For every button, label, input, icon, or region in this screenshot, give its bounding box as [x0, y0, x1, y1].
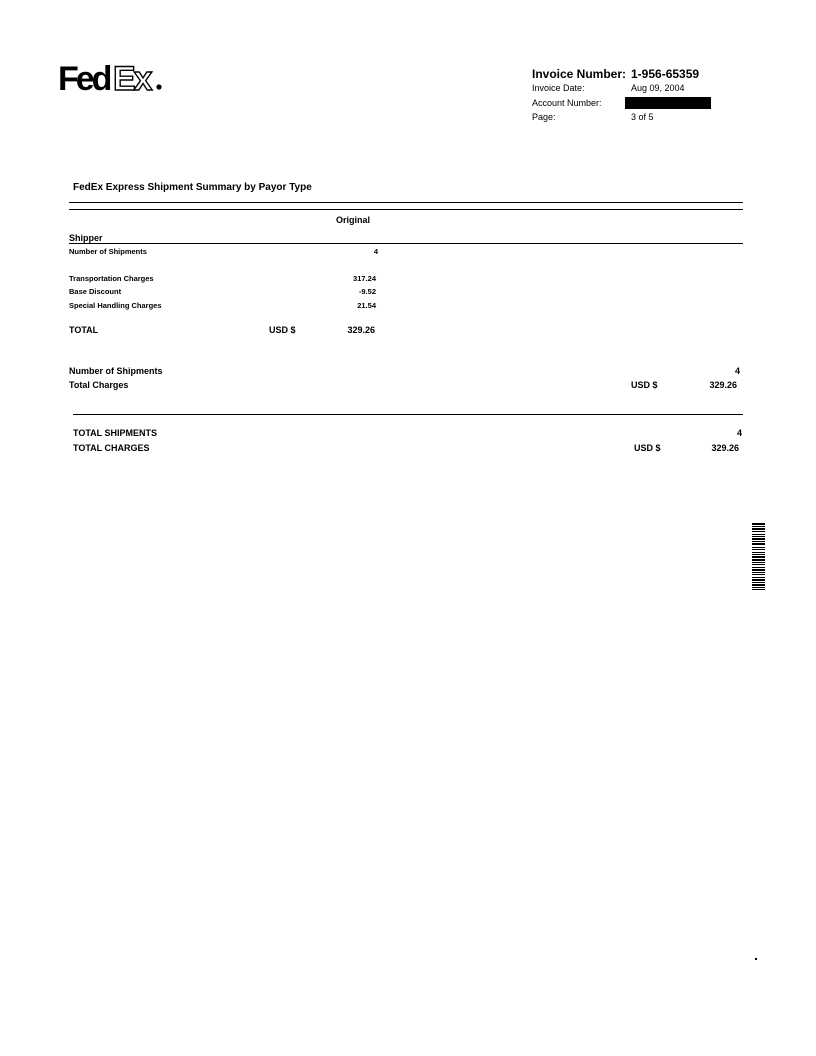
barcode-bar [752, 531, 765, 532]
barcode-bar [752, 543, 765, 545]
barcode-bar [752, 536, 765, 537]
invoice-date-label: Invoice Date: [532, 83, 585, 93]
total-value: 329.26 [347, 325, 375, 335]
payor-shipments-value: 4 [734, 366, 740, 376]
payor-charges-label: Total Charges [69, 380, 129, 390]
row-value: -9.52 [358, 287, 376, 296]
payor-shipments-label: Number of Shipments [69, 366, 163, 376]
barcode-bar [752, 582, 765, 583]
grand-shipments-label: TOTAL SHIPMENTS [73, 428, 158, 438]
barcode-bar [752, 559, 765, 561]
row-value: 21.54 [357, 301, 376, 310]
barcode-bar [752, 574, 765, 575]
fedex-logo-graphic [58, 59, 164, 95]
summary-title: FedEx Express Shipment Summary by Payor Type [73, 182, 312, 193]
payor-charges-value: 329.26 [709, 380, 737, 390]
barcode-bar [752, 526, 765, 527]
total-currency: USD $ [269, 325, 296, 335]
svg-text:Ex: Ex [113, 60, 151, 95]
barcode-bar [752, 552, 765, 553]
column-header-original: Original [335, 215, 370, 225]
barcode-bar [752, 572, 765, 573]
barcode-bar [752, 534, 765, 535]
barcode-bar [752, 541, 765, 542]
row-label: Transportation Charges [69, 274, 154, 283]
payor-group-label: Shipper [69, 233, 103, 243]
barcode-bar [752, 556, 765, 558]
barcode-bar [752, 538, 765, 540]
total-label: TOTAL [69, 325, 99, 335]
barcode-bar [752, 587, 765, 588]
barcode-graphic [752, 523, 765, 621]
barcode-bar [752, 549, 765, 550]
divider-line [69, 209, 743, 210]
payor-charges-currency: USD $ [631, 380, 658, 390]
grand-shipments-value: 4 [736, 428, 742, 438]
page-mark [755, 958, 757, 960]
row-label: Special Handling Charges [69, 301, 162, 310]
barcode-bar [752, 523, 765, 525]
invoice-number: 1-956-65359 [631, 67, 700, 81]
page-label: Page: [532, 112, 556, 122]
barcode-bar [752, 579, 765, 581]
barcode-bar [752, 547, 765, 548]
fedex-logo [58, 59, 164, 100]
grand-charges-label: TOTAL CHARGES [73, 443, 150, 453]
divider-line [73, 414, 743, 415]
barcode-bar [752, 577, 765, 578]
barcode-bar [752, 584, 765, 586]
divider-line [69, 202, 743, 203]
grand-charges-currency: USD $ [634, 443, 661, 453]
row-label: Number of Shipments [69, 247, 147, 256]
svg-text:Fed: Fed [58, 60, 110, 95]
barcode-bar [752, 567, 765, 568]
barcode-bar [752, 564, 765, 565]
row-value: 317.24 [353, 274, 376, 283]
barcode-bar [752, 562, 765, 563]
row-label: Base Discount [69, 287, 122, 296]
account-number-label: Account Number: [532, 98, 602, 108]
barcode-bar [752, 589, 765, 590]
invoice-number-label: Invoice Number: [532, 67, 627, 81]
divider-line [69, 243, 743, 244]
account-number-redaction [625, 97, 711, 109]
barcode-bar [752, 528, 765, 530]
page-number: 3 of 5 [631, 112, 654, 122]
row-value: 4 [373, 247, 378, 256]
barcode-bar [752, 569, 765, 571]
barcode-bar [752, 554, 765, 555]
invoice-date: Aug 09, 2004 [631, 83, 685, 93]
barcode [752, 523, 765, 626]
grand-charges-value: 329.26 [711, 443, 739, 453]
